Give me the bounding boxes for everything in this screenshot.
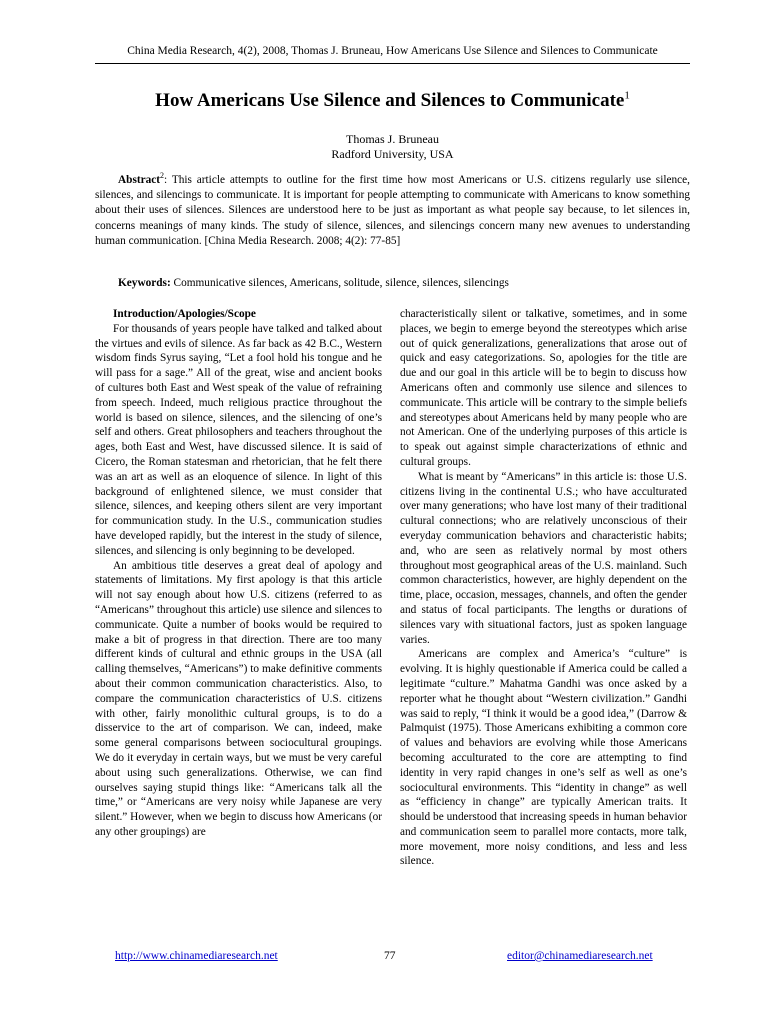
abstract-text: : This article attempts to outline for the first time how most Americans or U.S. citizens regularly use silence, silences, and silencings to communicate. It is important for people attempting to communicate with Americans to know something about their uses of silences. Silences are understood here to be just as important as what people say because, to let silences in, concerns meanings of many kinds. The study of silence, silences, and silencings concern many new avenues to understanding human communication. [China Media Research. 2008; 4(2): 77-85] [95,174,690,247]
header-rule [95,63,690,64]
page-number: 77 [384,950,396,962]
right-column [400,307,687,869]
keywords [95,277,690,289]
email-link[interactable]: editor@chinamediaresearch.net [507,950,653,962]
author-name: Thomas J. Bruneau [346,132,439,146]
abstract [95,173,690,249]
keywords-text: Communicative silences, Americans, solitude, silence, silences, silencings [170,277,509,289]
abstract-footnote: 2 [160,171,165,181]
body-paragraph: What is meant by “Americans” in this article is: those U.S. citizens living in the continental U.S.; who have acculturated over many generations; who have lost many of their traditional cultural connections; who are relatively unconscious of their everyday communication behaviors and characteristic habits; and, who are seen as relatively normal by most others throughout most geographical areas of the U.S. mainland. Such common characteristics, however, are highly dependent on the time, place, occasion, messages, channels, and often the gender and status of focal participants. The lengths or durations of silences vary with situational factors, just as spoken language varies. [400,470,687,646]
footer-email [507,950,653,962]
paper-title [95,90,690,112]
running-head: China Media Research, 4(2), 2008, Thomas J. Bruneau, How Americans Use Silence and Silences to Communicate [127,45,658,57]
author-affiliation: Radford University, USA [331,147,454,161]
body-paragraph: characteristically silent or talkative, sometimes, and in some places, we begin to emerge beyond the stereotypes which arise out of quick generalizations, generalizations that arose out of quick and easy categorizations. So, apologies for the title are due and our goal in this article will be to begin to discuss how Americans often and commonly use silence and silences to communicate. This article will be contrary to the simple beliefs and stereotypes about Americans held by many people who are not American. One of the underlying purposes of this article is to speak out against simple characterizations of ethnic and cultural groups. [400,308,687,468]
abstract-label: Abstract [118,174,161,186]
left-column [95,307,382,840]
website-link[interactable]: http://www.chinamediaresearch.net [115,950,278,962]
title-text: How Americans Use Silence and Silences to Communicate [155,90,625,111]
body-paragraph: Americans are complex and America’s “culture” is evolving. It is highly questionable if America could be called a legitimate “culture.” Mahatma Gandhi was once asked by a reporter what he thought about “Western civilization.” Gandhi was said to reply, “I think it would be a good idea,” (Darrow & Palmquist (1975). Those Americans exhibiting a common core of values and behaviors are evolving while those Americans becoming acculturated to the core are attempting to find identity in very rapid changes in one’s self as well as one’s sociocultural environments. This “identity in change” as well as “efficiency in change” are typically American traits. It should be understood that increasing speeds in human behavior and communication seem to parallel more contacts, more talk, more movement, more noisy conditions, and less and less silence. [400,648,687,868]
body-paragraph: An ambitious title deserves a great deal of apology and statements of limitations. My first apology is that this article will not say enough about how U.S. citizens (referred to as “Americans” throughout this article) use silence and silences to communicate. Quite a number of books would be required to make a bit of progress in that direction. There are too many different kinds of cultural and ethnic groups in the USA (all calling themselves, “Americans”) to make definitive comments about their common communication characteristics. Also, to compare the communication characteristics of U.S. citizens with other, fairly monolithic cultural groups, is to do a disservice to the art of comparison. We can, indeed, make some general comparisons between sociocultural groupings. We do it everyday in certain ways, but we must be very careful about using such generalizations. Otherwise, we can find ourselves saying stupid things like: “Americans talk all the time,” or “Americans are very noisy while Japanese are very silent.” However, when we begin to discuss how Americans (or any other groupings) are [95,559,382,838]
footer-website [115,950,278,962]
keywords-label: Keywords: [118,277,171,289]
body-paragraph: For thousands of years people have talked and talked about the virtues and evils of silence. As far back as 42 B.C., Western wisdom finds Syrus saying, “Let a fool hold his tongue and he will pass for a sage.” All of the great, wise and ancient books of cultures both East and West speak of the value of refraining from speech. Indeed, much religious practice throughout the world is based on silence, silences, and the silencing of one’s self and others. Great philosophers and teachers throughout the ages, both East and West, have discussed silence. It is said of Cicero, the Roman statesman and rhetorician, that he felt there was an art as well as an eloquence of silence. In light of this background of enlightened silence, we must consider that silence, silences, and keeping others silent are very important for communication study. In the U.S., communication studies have developed rapidly, but the interest in the study of silence, silences, and silencing is only beginning to be developed. [95,322,382,557]
section-heading: Introduction/Apologies/Scope [113,308,256,320]
title-footnote: 1 [624,89,630,102]
